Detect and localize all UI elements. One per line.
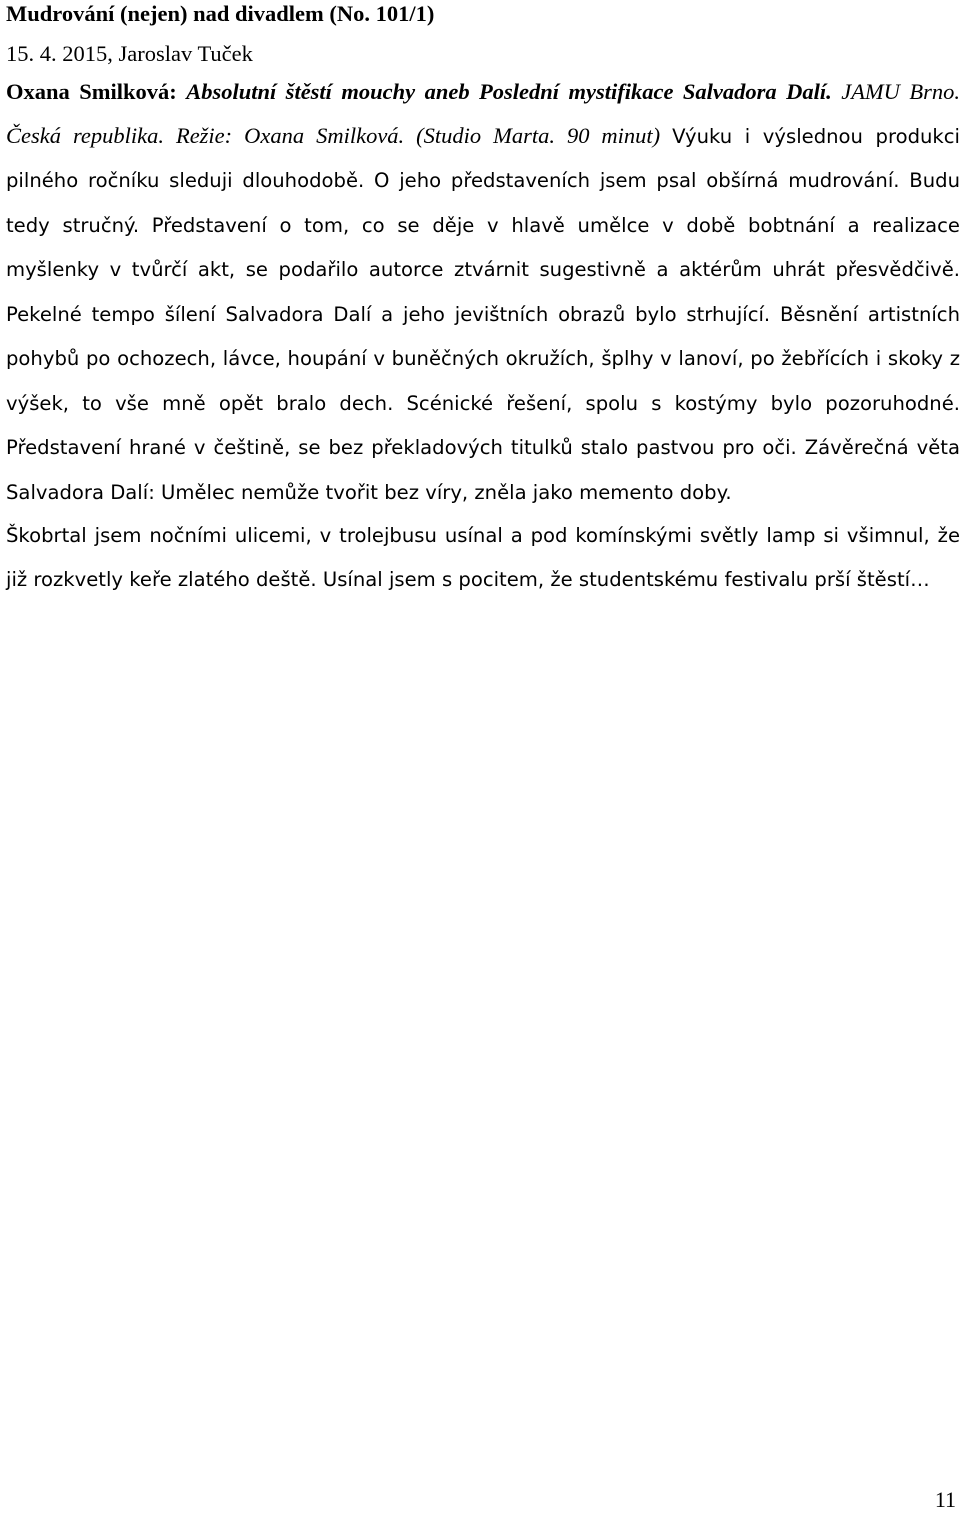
lead-work-title: Absolutní štěstí mouchy aneb Poslední mystifikace Salvadora Dalí. bbox=[186, 79, 832, 104]
paragraph-closing: Škobrtal jsem nočními ulicemi, v trolejbusu usínal a pod komínskými světly lamp si všimnul, že již rozkvetly keře zlatého deště. Usínal jsem s pocitem, že studentskému festivalu prší štěstí… bbox=[6, 524, 960, 591]
document-page bbox=[6, 0, 960, 601]
article-dateline: 15. 4. 2015, Jaroslav Tuček bbox=[6, 41, 253, 66]
page-number: 11 bbox=[934, 1487, 956, 1512]
lead-production-details: JAMU Brno. Česká republika. Režie: Oxana Smilková. (Studio Marta. 90 minut) bbox=[6, 79, 960, 148]
article-title: Mudrování (nejen) nad divadlem (No. 101/1) bbox=[6, 1, 435, 26]
lead-author: Oxana Smilková: bbox=[6, 79, 177, 104]
paragraph-review: Výuku i výslednou produkci pilného ročníku sleduji dlouhodobě. O jeho představeních jsem psal obšírná mudrování. Budu tedy stručný. Představení o tom, co se děje v hlavě umělce v době bobtnání a realizace myšlenky v tvůrčí akt, se podařilo autorce ztvárnit sugestivně a aktérům uhrát přesvědčivě. Pekelné tempo šílení Salvadora Dalí a jeho jevištních obrazů bylo strhující. Běsnění artistních pohybů po ochozech, lávce, houpání v buněčných okružích, šplhy v lanoví, po žebřících i skoky z výšek, to vše mně opět bralo dech. Scénické řešení, spolu s kostýmy bylo pozoruhodné. Představení hrané v češtině, se bez překladových titulků stalo pastvou pro oči. Závěrečná věta Salvadora Dalí: Umělec nemůže tvořit bez víry, zněla jako memento doby. bbox=[6, 124, 960, 504]
article-body bbox=[6, 70, 960, 514]
